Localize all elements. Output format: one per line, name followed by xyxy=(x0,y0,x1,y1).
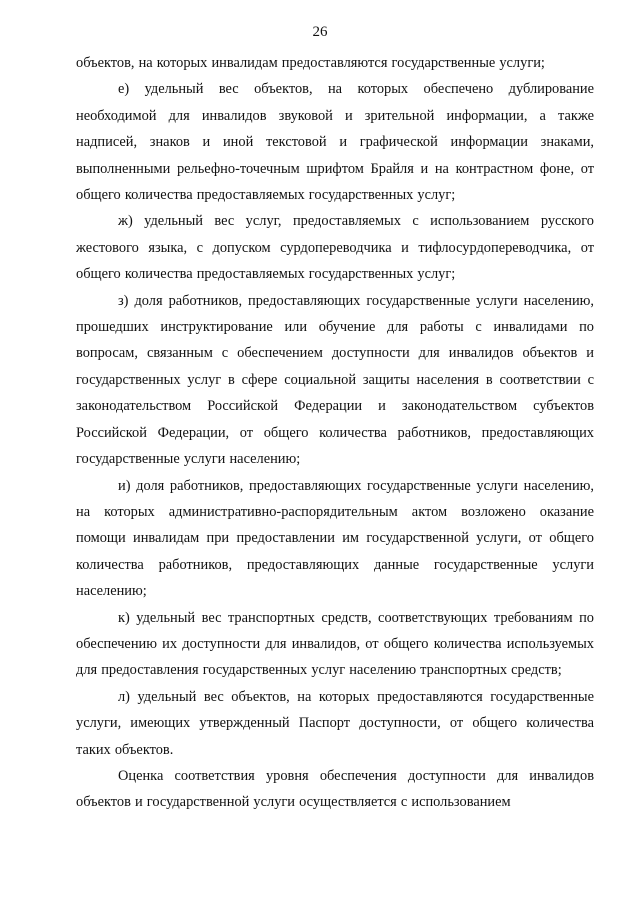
paragraph-continuation: объектов, на которых инвалидам предоставляются государственные услуги; xyxy=(76,55,545,71)
paragraph-item-k: к) удельный вес транспортных средств, соответствующих требованиям по обеспечению их доступности для инвалидов, от общего количества используемых для предоставления государственных услуг населению транспортных средств; xyxy=(76,609,594,679)
paragraph-item-e: е) удельный вес объектов, на которых обеспечено дублирование необходимой для инвалидов звуковой и зрительной информации, а также надписей, знаков и иной текстовой и графической информации знаками, выполненными рельефно-точечным шрифтом Брайля и на контрастном фоне, от общего количества предоставляемых государственных услуг; xyxy=(76,81,594,204)
paragraph-item-l: л) удельный вес объектов, на которых предоставляются государственные услуги, имеющих утвержденный Паспорт доступности, от общего количества таких объектов. xyxy=(76,688,594,758)
paragraph-item-i: и) доля работников, предоставляющих государственные услуги населению, на которых административно-распорядительным актом возложено оказание помощи инвалидам при предоставлении им государственной услуги, от общего количества работников, предоставляющих данные государственные услуги населению; xyxy=(76,477,594,600)
body-text xyxy=(76,50,594,816)
paragraph-assessment: Оценка соответствия уровня обеспечения доступности для инвалидов объектов и государственной услуги осуществляется с использованием xyxy=(76,767,594,811)
paragraph-item-zh: ж) удельный вес услуг, предоставляемых с использованием русского жестового языка, с допуском сурдопереводчика и тифлосурдопереводчика, от общего количества предоставляемых государственных услуг; xyxy=(76,213,594,283)
page-number: 26 xyxy=(312,24,328,40)
paragraph-item-z: з) доля работников, предоставляющих государственные услуги населению, прошедших инструктирование или обучение для работы с инвалидами по вопросам, связанным с обеспечением доступности для инвалидов объектов и государственных услуг в сфере социальной защиты населения в соответствии с законодательством Российской Федерации и законодательством субъектов Российской Федерации, от общего количества работников, предоставляющих государственные услуги населению; xyxy=(76,292,594,468)
